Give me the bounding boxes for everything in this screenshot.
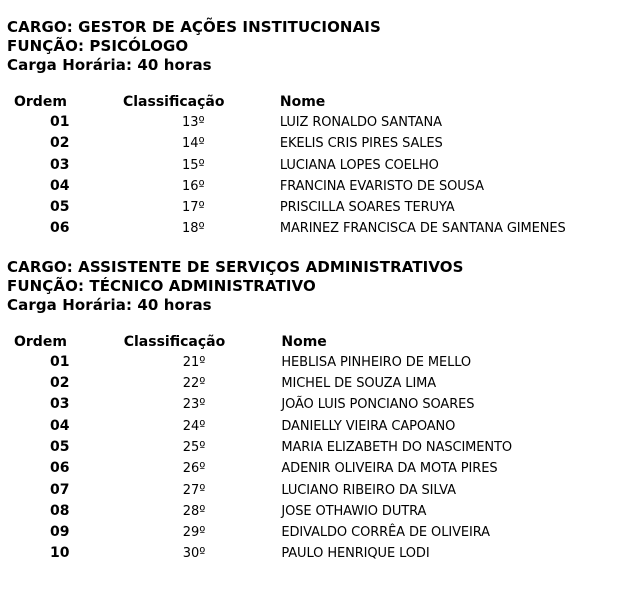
- table-row: [7, 543, 617, 564]
- cell-classificacao: 27º: [182, 482, 206, 498]
- cell-ordem: 01: [50, 114, 70, 130]
- document-body: [7, 18, 617, 565]
- table-header-row: [7, 93, 617, 112]
- header-ordem: Ordem: [14, 94, 67, 110]
- cell-classificacao: 25º: [182, 439, 206, 455]
- cell-nome: EDIVALDO CORRÊA DE OLIVEIRA: [281, 525, 490, 541]
- table-row: [7, 133, 617, 154]
- cell-nome: MICHEL DE SOUZA LIMA: [281, 376, 437, 392]
- cell-classificacao: 24º: [182, 418, 206, 434]
- cell-nome: JOSE OTHAWIO DUTRA: [281, 503, 427, 519]
- table-row: [7, 501, 617, 522]
- table-row: [7, 352, 617, 373]
- table-row: [7, 176, 617, 197]
- cell-nome: JOÃO LUIS PONCIANO SOARES: [281, 397, 475, 413]
- table-row: [7, 394, 617, 415]
- cell-classificacao: 17º: [181, 200, 205, 216]
- funcao-title: FUNÇÃO: TÉCNICO ADMINISTRATIVO: [7, 276, 316, 295]
- cell-nome: HEBLISA PINHEIRO DE MELLO: [281, 354, 472, 370]
- carga-horaria: Carga Horária: 40 horas: [7, 295, 212, 314]
- table-row: [7, 416, 617, 437]
- cell-nome: PRISCILLA SOARES TERUYA: [279, 200, 455, 216]
- cell-ordem: 04: [50, 417, 70, 434]
- cell-ordem: 07: [50, 481, 70, 498]
- cell-classificacao: 18º: [181, 221, 205, 237]
- cell-ordem: 10: [50, 545, 70, 562]
- cell-classificacao: 22º: [182, 376, 206, 392]
- funcao-title: FUNÇÃO: PSICÓLOGO: [7, 37, 189, 55]
- cell-nome: FRANCINA EVARISTO DE SOUSA: [279, 178, 484, 194]
- cell-nome: LUCIANO RIBEIRO DA SILVA: [281, 482, 456, 498]
- cell-nome: MARIA ELIZABETH DO NASCIMENTO: [281, 439, 513, 455]
- cell-nome: MARINEZ FRANCISCA DE SANTANA GIMENES: [279, 221, 566, 237]
- cell-classificacao: 16º: [181, 178, 205, 194]
- header-ordem: Ordem: [14, 333, 67, 350]
- header-nome: Nome: [279, 94, 326, 110]
- classification-table: [7, 333, 617, 565]
- cell-nome: EKELIS CRIS PIRES SALES: [279, 136, 443, 152]
- table-row: [7, 437, 617, 458]
- cell-classificacao: 15º: [181, 157, 205, 173]
- cell-classificacao: 21º: [182, 354, 206, 370]
- cell-ordem: 06: [50, 460, 70, 477]
- cell-ordem: 03: [50, 396, 70, 413]
- table-row: [7, 112, 617, 133]
- cell-classificacao: 29º: [182, 525, 206, 541]
- cell-classificacao: 30º: [182, 546, 206, 562]
- cell-nome: LUCIANA LOPES COELHO: [279, 157, 439, 173]
- cell-classificacao: 26º: [182, 461, 206, 477]
- cell-nome: PAULO HENRIQUE LODI: [281, 546, 430, 562]
- cell-ordem: 06: [50, 220, 70, 237]
- cell-nome: ADENIR OLIVEIRA DA MOTA PIRES: [281, 461, 498, 477]
- cell-ordem: 08: [50, 502, 70, 519]
- classification-table: [7, 93, 617, 240]
- cargo-title: CARGO: ASSISTENTE DE SERVIÇOS ADMINISTRATIVOS: [7, 257, 464, 276]
- cell-classificacao: 23º: [182, 397, 206, 413]
- table-row: [7, 458, 617, 479]
- table-header-row: [7, 333, 617, 352]
- cell-nome: DANIELLY VIEIRA CAPOANO: [281, 418, 456, 434]
- cargo-title: CARGO: GESTOR DE AÇÕES INSTITUCIONAIS: [7, 18, 381, 36]
- table-row: [7, 522, 617, 543]
- cell-ordem: 05: [50, 199, 70, 216]
- cell-ordem: 04: [50, 177, 70, 194]
- table-row: [7, 480, 617, 501]
- table-row: [7, 218, 617, 239]
- cargo-section-1: [7, 18, 617, 240]
- table-row: [7, 373, 617, 394]
- carga-horaria: Carga Horária: 40 horas: [7, 56, 212, 74]
- table-row: [7, 197, 617, 218]
- cargo-section-2: [7, 258, 617, 565]
- cell-ordem: 02: [50, 135, 70, 152]
- cell-classificacao: 13º: [181, 115, 205, 130]
- cell-ordem: 02: [50, 375, 70, 392]
- cell-classificacao: 28º: [182, 503, 206, 519]
- header-classificacao: Classificação: [123, 333, 226, 350]
- cell-ordem: 05: [50, 438, 70, 455]
- cell-ordem: 03: [50, 156, 70, 173]
- header-nome: Nome: [281, 333, 327, 350]
- cell-classificacao: 14º: [181, 136, 205, 152]
- cell-ordem: 09: [50, 524, 70, 541]
- cell-ordem: 01: [50, 353, 70, 370]
- cell-nome: LUIZ RONALDO SANTANA: [279, 115, 442, 130]
- table-row: [7, 155, 617, 176]
- header-classificacao: Classificação: [122, 94, 225, 110]
